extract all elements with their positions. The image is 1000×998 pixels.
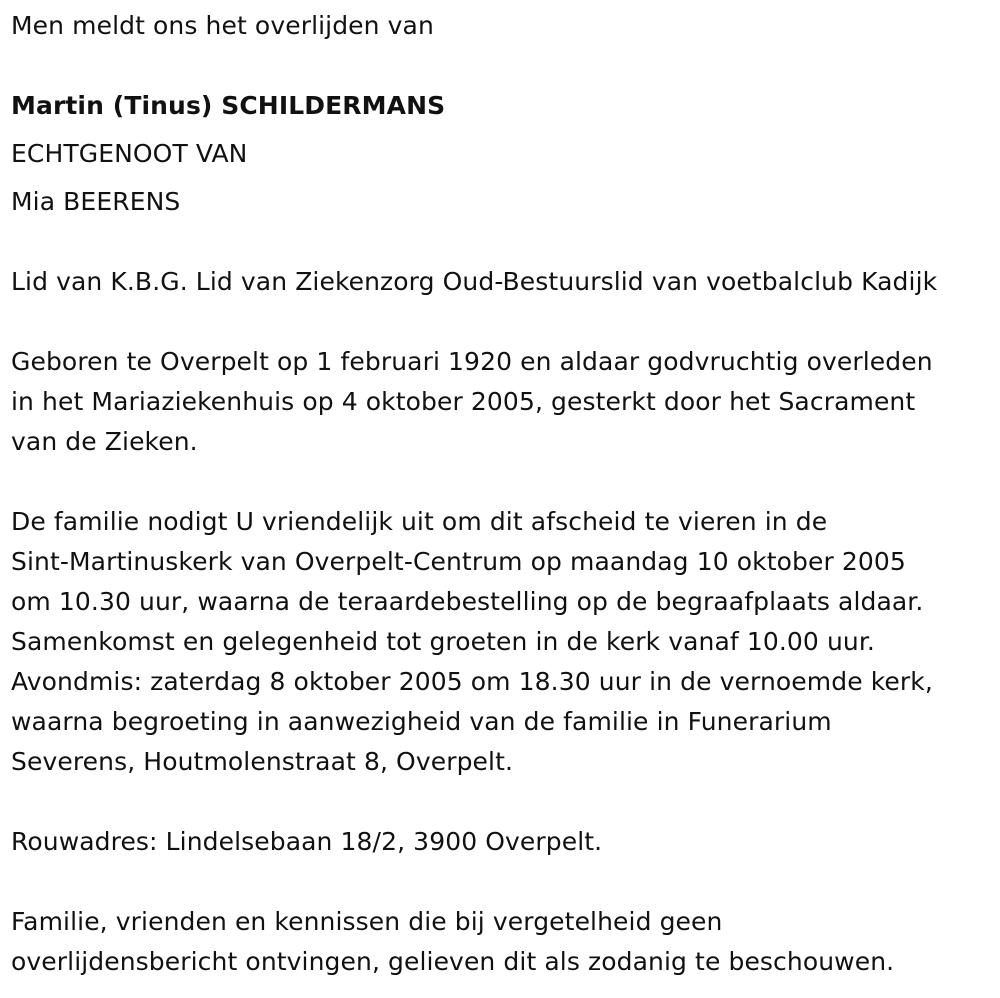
memberships-text: Lid van K.B.G. Lid van Ziekenzorg Oud-Bestuurslid van voetbalclub Kadijk [11,267,938,296]
birth-death-line-1: Geboren te Overpelt op 1 februari 1920 en aldaar godvruchtig overleden [11,347,933,376]
closing-line-2: overlijdensbericht ontvingen, gelieven dit als zodanig te beschouwen. [11,947,895,976]
ceremony-line-6: waarna begroeting in aanwezigheid van de familie in Funerarium [11,707,832,736]
closing-line-1: Familie, vrienden en kennissen die bij vergetelheid geen [11,907,723,936]
ceremony-line-4: Samenkomst en gelegenheid tot groeten in de kerk vanaf 10.00 uur. [11,627,875,656]
relation-text: ECHTGENOOT VAN [11,139,248,168]
mourning-address: Rouwadres: Lindelsebaan 18/2, 3900 Overpelt. [11,827,603,856]
intro-text: Men meldt ons het overlijden van [11,11,434,40]
birth-death-line-2: in het Mariaziekenhuis op 4 oktober 2005, gesterkt door het Sacrament [11,387,916,416]
ceremony-line-7: Severens, Houtmolenstraat 8, Overpelt. [11,747,514,776]
spouse-name: Mia BEERENS [11,187,181,216]
ceremony-line-1: De familie nodigt U vriendelijk uit om dit afscheid te vieren in de [11,507,828,536]
ceremony-line-3: om 10.30 uur, waarna de teraardebestelling op de begraafplaats aldaar. [11,587,924,616]
birth-death-line-3: van de Zieken. [11,427,198,456]
ceremony-line-2: Sint-Martinuskerk van Overpelt-Centrum op maandag 10 oktober 2005 [11,547,906,576]
ceremony-line-5: Avondmis: zaterdag 8 oktober 2005 om 18.30 uur in de vernoemde kerk, [11,667,933,696]
deceased-name: Martin (Tinus) SCHILDERMANS [11,91,446,120]
